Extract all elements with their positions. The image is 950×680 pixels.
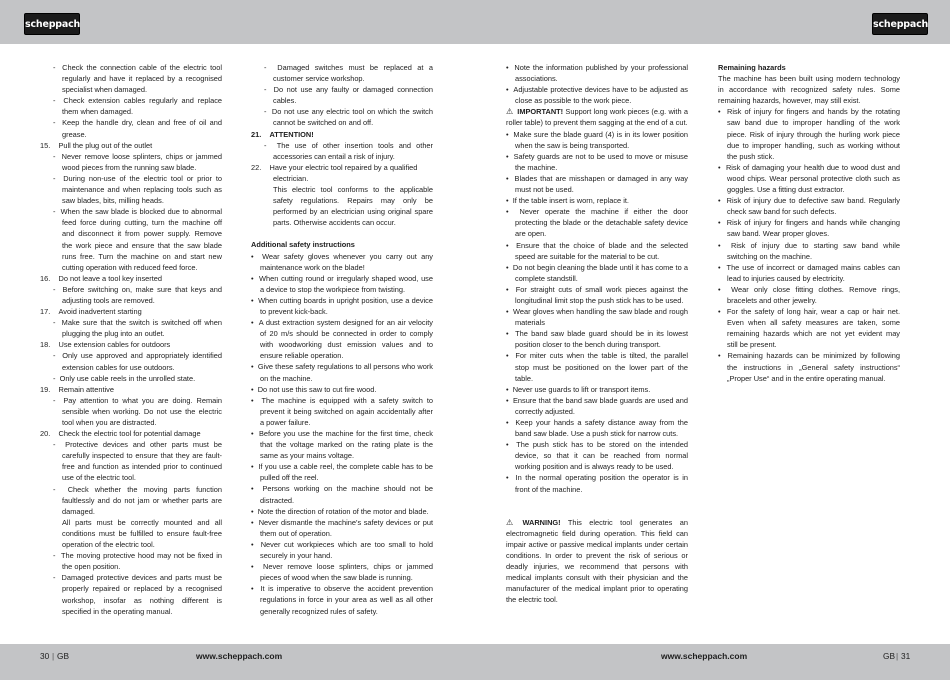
paragraph-spacer <box>251 228 433 239</box>
bullet-list-item: • Wear safety gloves whenever you carry out any maintenance work on the blade! <box>251 251 433 272</box>
dash-list-item: - The moving protective hood may not be fixed in the open position. <box>53 551 222 572</box>
section-heading: Additional safety instructions <box>251 240 355 250</box>
warning-text: This electric tool generates an electromagnetic field during operation. This field can impair active or passive medical implants under certain conditions. In order to prevent the risk of serious or deadly injuries, we recommend that persons with medical implants consult with their physician and the manufacturer of the medical implant prior to operating the electric tool. <box>506 517 689 605</box>
dash-list-item: - Only use approved and appropriately identified extension cables for use outdoors. <box>53 351 222 372</box>
paragraph: All parts must be correctly mounted and all conditions must be fulfilled to ensure fault-free operation of the electric tool. <box>62 517 222 550</box>
bullet-list-item: • Note the information published by your professional associations. <box>506 63 688 84</box>
bullet-list-item: • It is imperative to observe the accident prevention regulations in force in your area as well as all other generally recognized rules of safety. <box>251 584 433 616</box>
dash-list-item: - Keep the handle dry, clean and free of oil and grease. <box>53 118 222 139</box>
section-heading: Remaining hazards <box>718 63 786 72</box>
bullet-list-item: • Adjustable protective devices have to be adjusted as close as possible to the work piece. <box>506 85 688 106</box>
numbered-item: 21. ATTENTION! <box>251 129 314 139</box>
dash-list-item: - Check extension cables regularly and replace them when damaged. <box>53 96 222 117</box>
bullet-list-item: • The use of incorrect or damaged mains cables can lead to injuries caused by electricity. <box>718 262 900 283</box>
website-link-left[interactable]: www.scheppach.com <box>196 651 283 661</box>
paragraph: This electric tool conforms to the applicable safety regulations. Repairs may only be performed by an electrician using original spare parts. Otherwise accidents can occur. <box>273 185 433 228</box>
dash-list-item: - During non-use of the electric tool or prior to maintenance and when replacing tools such as saw blades, bits, milling heads. <box>53 173 222 206</box>
bullet-list-item: • For miter cuts when the table is tilted, the parallel stop must be positioned on the lower part of the table. <box>506 351 688 383</box>
dash-list-item: - Check whether the moving parts function faultlessly and do not jam or whether parts are damaged. <box>53 484 222 516</box>
bullet-list-item: • Ensure that the band saw blade guards are used and correctly adjusted. <box>506 395 688 416</box>
bullet-list-item: • The push stick has to be stored on the intended device, so that it can be reached from normal working position and is always ready to be used. <box>506 440 688 472</box>
bullet-list-item: • Risk of damaging your health due to wood dust and wood chips. Wear personal protective cloth such as goggles. Use a fitting dust extractor. <box>718 162 900 195</box>
text-column-2 <box>251 62 433 617</box>
numbered-item: 19. Remain attentive <box>40 384 114 394</box>
bullet-list-item: • Safety guards are not to be used to move or misuse the machine. <box>506 151 688 172</box>
bullet-list-item: • Never dismantle the machine’s safety devices or put them out of operation. <box>251 517 433 538</box>
dash-list-item: - Damaged protective devices and parts must be properly repaired or replaced by a recognised workshop, insofar as nothing different is specified in the operating manual. <box>53 573 222 616</box>
warning-note <box>506 106 688 128</box>
bullet-list-item: • Risk of injury for fingers and hands while changing saw band. Wear proper gloves. <box>718 218 900 239</box>
bullet-list-item: • Blades that are misshapen or damaged in any way must not be used. <box>506 173 688 195</box>
bullet-list-item: • When cutting boards in upright position, use a device to prevent kick-back. <box>251 295 433 316</box>
dash-list-item: - Before switching on, make sure that keys and adjusting tools are removed. <box>53 284 222 305</box>
warning-triangle-icon: ⚠ <box>506 517 514 527</box>
bullet-list-item: • For the safety of long hair, wear a cap or hair net. Even when all safety measures are taken, some remaining hazards which are not yet evident may still be present. <box>718 307 900 350</box>
numbered-item: 18. Use extension cables for outdoors <box>40 340 171 350</box>
bullet-list-item: • In the normal operating position the operator is in front of the machine. <box>506 473 688 494</box>
numbered-item: 17. Avoid inadvertent starting <box>40 307 142 317</box>
bullet-list-item: • Ensure that the choice of blade and the selected speed are suitable for the material to be cut. <box>506 240 688 261</box>
website-link-right[interactable]: www.scheppach.com <box>661 651 748 661</box>
page-separator-left: | <box>52 651 55 661</box>
numbered-item: 15. Pull the plug out of the outlet <box>40 140 153 150</box>
dash-list-item: - Make sure that the switch is switched off when plugging the plug into an outlet. <box>53 318 222 339</box>
bullet-list-item: • A dust extraction system designed for an air velocity of 20 m/s should be connected in order to comply with woodworking dust emission values and to ensure reliable operation. <box>251 318 433 361</box>
dash-list-item: - Pay attention to what you are doing. Remain sensible when working. Do not use the electric tool when you are distracted. <box>53 395 222 427</box>
dash-list-item: - Only use cable reels in the unrolled state. <box>53 373 196 383</box>
bullet-list-item: • Give these safety regulations to all persons who work on the machine. <box>251 362 433 383</box>
warning-note <box>506 517 688 606</box>
header-bar <box>0 0 950 44</box>
bullet-list-item: • Note the direction of rotation of the motor and blade. <box>251 506 429 516</box>
bullet-list-item: • The machine is equipped with a safety switch to prevent it being switched on again accidentally after a power failure. <box>251 395 433 427</box>
warning-text: Support long work pieces (e.g. with a roller table) to prevent them sagging at the end of a cut. <box>506 107 688 128</box>
scheppach-logo-left: scheppach <box>24 13 80 35</box>
numbered-item: 22. Have your electric tool repaired by a qualified electrician. <box>251 162 418 183</box>
bullet-list-item: • Wear gloves when handling the saw blade and rough materials <box>506 307 688 328</box>
bullet-list-item: • Keep your hands a safety distance away from the band saw blade. Use a push stick for narrow cuts. <box>506 418 688 439</box>
bullet-list-item: • Do not begin cleaning the blade until it has come to a complete standstill. <box>506 262 688 283</box>
dash-list-item: - Check the connection cable of the electric tool regularly and have it replaced by a recognised specialist when damaged. <box>53 63 222 95</box>
bullet-list-item: • Wear only close fitting clothes. Remove rings, bracelets and other jewelry. <box>718 284 900 305</box>
bullet-list-item: • The band saw blade guard should be in its lowest position closer to the bench during transport. <box>506 329 688 350</box>
dash-list-item: - When the saw blade is blocked due to abnormal feed force during cutting, turn the machine off and disconnect it from power supply. Remove the work piece and ensure that the saw blade runs free. Turn the machine on and start new cutting operation with reduced feed force. <box>53 207 222 272</box>
warning-label: IMPORTANT! <box>517 107 564 117</box>
bullet-list-item: • Do not use this saw to cut fire wood. <box>251 384 377 394</box>
language-right: GB <box>883 651 895 661</box>
scheppach-logo-right: scheppach <box>872 13 928 35</box>
bullet-list-item: • Never remove loose splinters, chips or jammed pieces of wood when the saw blade is running. <box>251 562 433 583</box>
dash-list-item: - Do not use any faulty or damaged connection cables. <box>264 85 433 106</box>
bullet-list-item: • Persons working on the machine should not be distracted. <box>251 484 433 505</box>
dash-list-item: - The use of other insertion tools and other accessories can entail a risk of injury. <box>264 140 433 161</box>
text-column-1 <box>40 62 222 617</box>
numbered-item: 16. Do not leave a tool key inserted <box>40 273 163 283</box>
paragraph-spacer <box>506 506 688 517</box>
warning-label: WARNING! <box>522 517 561 527</box>
bullet-list-item: • Never cut workpieces which are too small to hold securely in your hand. <box>251 539 433 561</box>
language-left: GB <box>57 651 69 661</box>
bullet-list-item: • Risk of injury due to defective saw band. Regularly check saw band for such defects. <box>718 196 900 217</box>
bullet-list-item: • For straight cuts of small work pieces against the longitudinal limit stop the push stick has to be used. <box>506 284 688 305</box>
bullet-list-item: • Remaining hazards can be minimized by following the instructions in „General safety instructions“ „Proper Use“ and in the entire operating manual. <box>718 351 900 383</box>
bullet-list-item: • Risk of injury for fingers and hands by the rotating saw band due to improper handling of the work piece. Risk of injury through the hurling work piece due to improper handling, such as working without the push stick. <box>718 107 900 161</box>
numbered-item: 20. Check the electric tool for potential damage <box>40 429 201 439</box>
bullet-list-item: • Risk of injury due to starting saw band while switching on the machine. <box>718 240 900 261</box>
page-number-right: 31 <box>901 651 911 661</box>
paragraph-spacer <box>506 495 688 506</box>
bullet-list-item: • Make sure the blade guard (4) is in its lower position when the saw is being transported. <box>506 129 688 150</box>
page-separator-right: | <box>896 651 899 661</box>
dash-list-item: - Do not use any electric tool on which the switch cannot be switched on and off. <box>264 107 433 128</box>
dash-list-item: - Never remove loose splinters, chips or jammed wood pieces from the running saw blade. <box>53 151 222 172</box>
bullet-list-item: • Before you use the machine for the first time, check that the voltage marked on the rating plate is the same as your mains voltage. <box>251 429 433 461</box>
dash-list-item: - Damaged switches must be replaced at a customer service workshop. <box>264 63 433 84</box>
bullet-list-item: • If you use a cable reel, the complete cable has to be pulled off the reel. <box>251 462 433 483</box>
bullet-list-item: • Never use guards to lift or transport items. <box>506 384 651 394</box>
bullet-list-item: • Never operate the machine if either the door protecting the blade or the detachable safety device are open. <box>506 207 688 239</box>
text-column-3 <box>506 62 688 605</box>
text-column-4 <box>718 62 900 384</box>
page-number-left: 30 <box>40 651 50 661</box>
bullet-list-item: • When cutting round or irregularly shaped wood, use a device to stop the workpiece from twisting. <box>251 273 433 294</box>
paragraph: The machine has been built using modern technology in accordance with recognized safety rules. Some remaining hazards, however, may still exist. <box>718 74 900 106</box>
dash-list-item: - Protective devices and other parts must be carefully inspected to ensure that they are fault-free and function as intended prior to continued use of the electric tool. <box>53 440 222 483</box>
bullet-list-item: • If the table insert is worn, replace it. <box>506 196 629 206</box>
footer-bar <box>0 644 950 680</box>
warning-triangle-icon: ⚠ <box>506 107 514 117</box>
